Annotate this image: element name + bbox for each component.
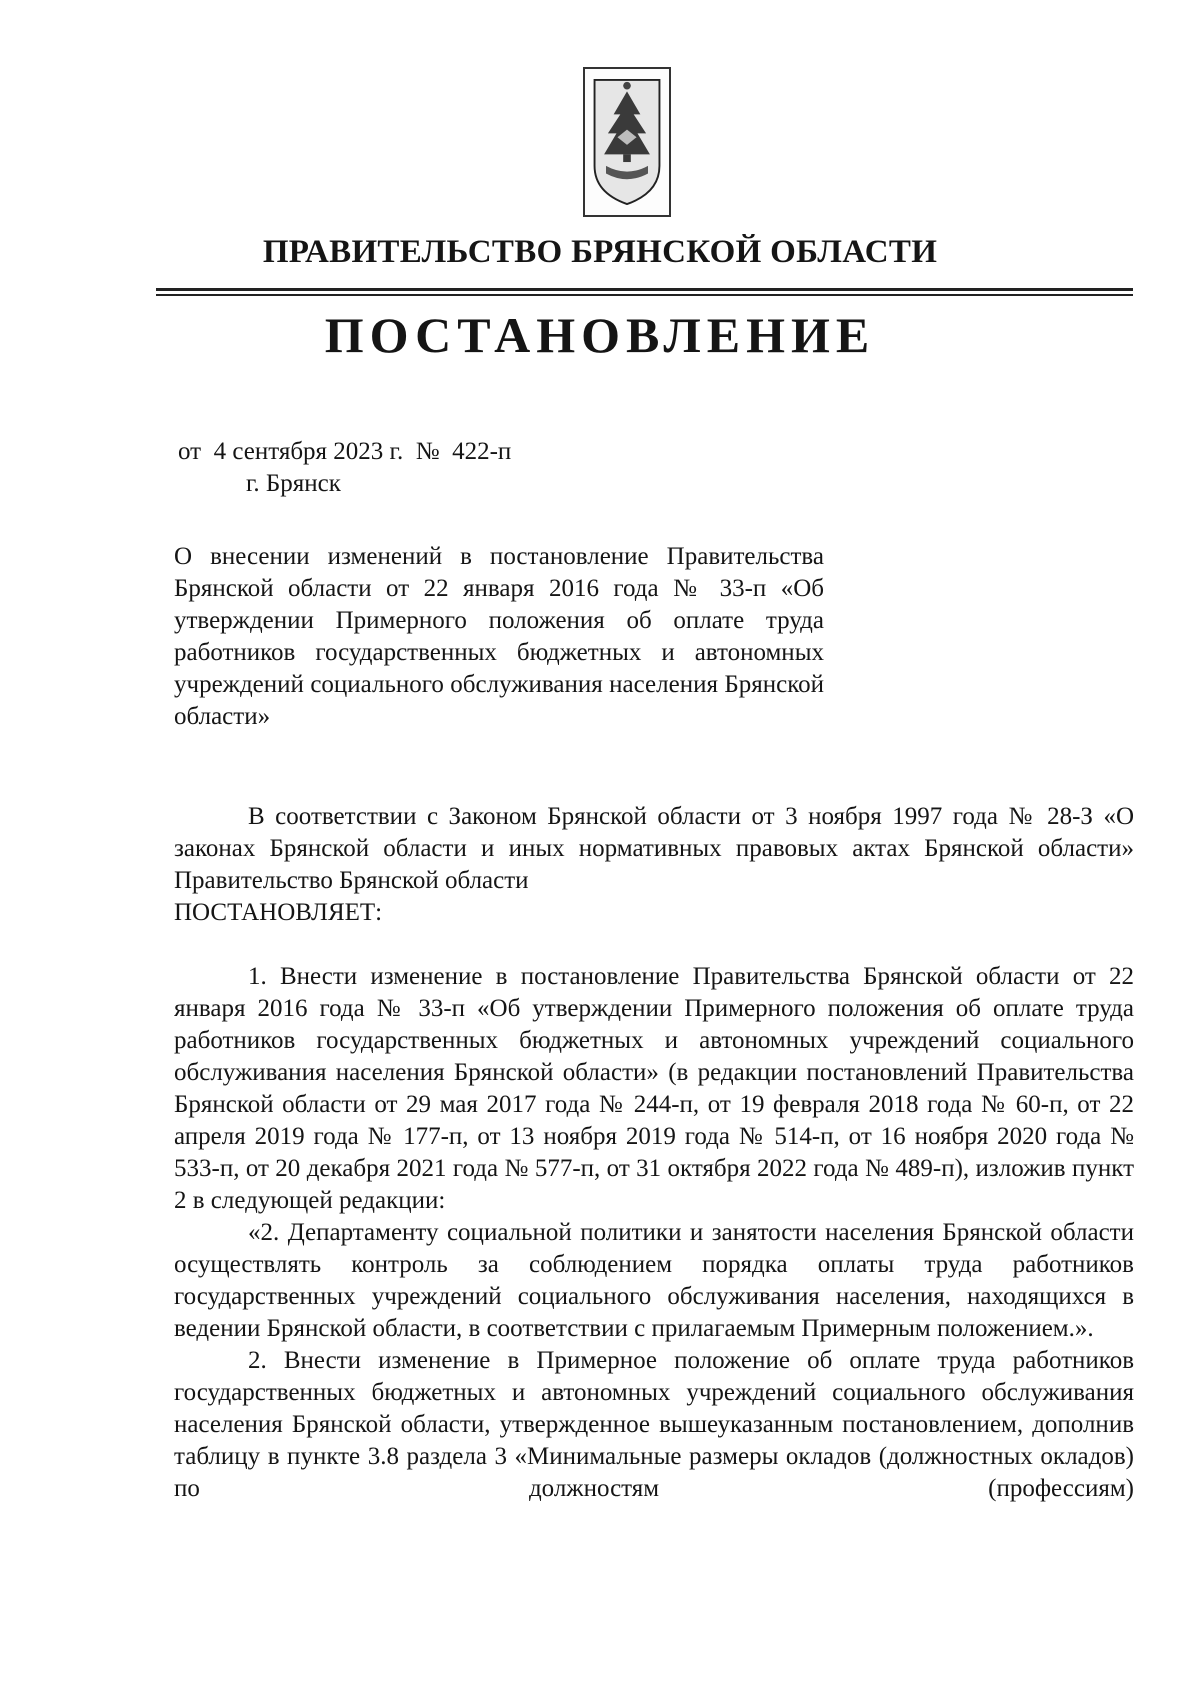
coat-of-arms-icon <box>585 69 669 215</box>
preamble-paragraph: В соответствии с Законом Брянской области от 3 ноября 1997 года № 28-З «О законах Брянской области и иных нормативных правовых актах Брянской области» Правительство Брянской области <box>174 803 1134 894</box>
document-subject: О внесении изменений в постановление Правительства Брянской области от 22 января 2016 года № 33-п «Об утверждении Примерного положения об оплате труда работников государственных бюджетных и автономных учреждений социального обслуживания населения Брянской области» <box>174 543 824 730</box>
item-2-paragraph: 2. Внести изменение в Примерное положение об оплате труда работников государственных бюджетных и автономных учреждений социального обслуживания населения Брянской области, утвержденное вышеуказанным постановлением, дополнив таблицу в пункте 3.8 раздела 3 «Минимальные размеры окладов (должностных окладов) по должностям (профессиям) <box>174 1347 1134 1502</box>
document-date-number <box>178 438 511 466</box>
document-number: № 422-п <box>415 438 512 465</box>
document-body <box>174 801 1134 1505</box>
item-1-paragraph: 1. Внести изменение в постановление Правительства Брянской области от 22 января 2016 года № 33-п «Об утверждении Примерного положения об оплате труда работников государственных бюджетных и автономных учреждений социального обслуживания населения Брянской области» (в редакции постановлений Правительства Брянской области от 29 мая 2017 года № 244-п, от 19 февраля 2018 года № 60-п, от 22 апреля 2019 года № 177-п, от 13 ноября 2019 года № 514-п, от 16 ноября 2020 года № 533-п, от 20 декабря 2021 года № 577-п, от 31 октября 2022 года № 489-п), изложив пункт 2 в следующей редакции: <box>174 963 1134 1214</box>
header-divider-thick <box>156 288 1133 291</box>
document-type-title: ПОСТАНОВЛЕНИЕ <box>324 307 876 363</box>
item-1-quote-paragraph: «2. Департаменту социальной политики и занятости населения Брянской области осуществлять контроль за соблюдением порядка оплаты труда работников государственных учреждений социального обслуживания населения, находящихся в ведении Брянской области, в соответствии с прилагаемым Примерным положением.». <box>174 1219 1134 1342</box>
document-city: г. Брянск <box>246 470 341 497</box>
document-date: от 4 сентября 2023 г. <box>178 438 404 465</box>
coat-of-arms-emblem <box>583 67 671 217</box>
resolves-label: ПОСТАНОВЛЯЕТ: <box>174 899 383 926</box>
organization-title: ПРАВИТЕЛЬСТВО БРЯНСКОЙ ОБЛАСТИ <box>262 234 938 270</box>
header-divider-thin <box>156 294 1133 296</box>
